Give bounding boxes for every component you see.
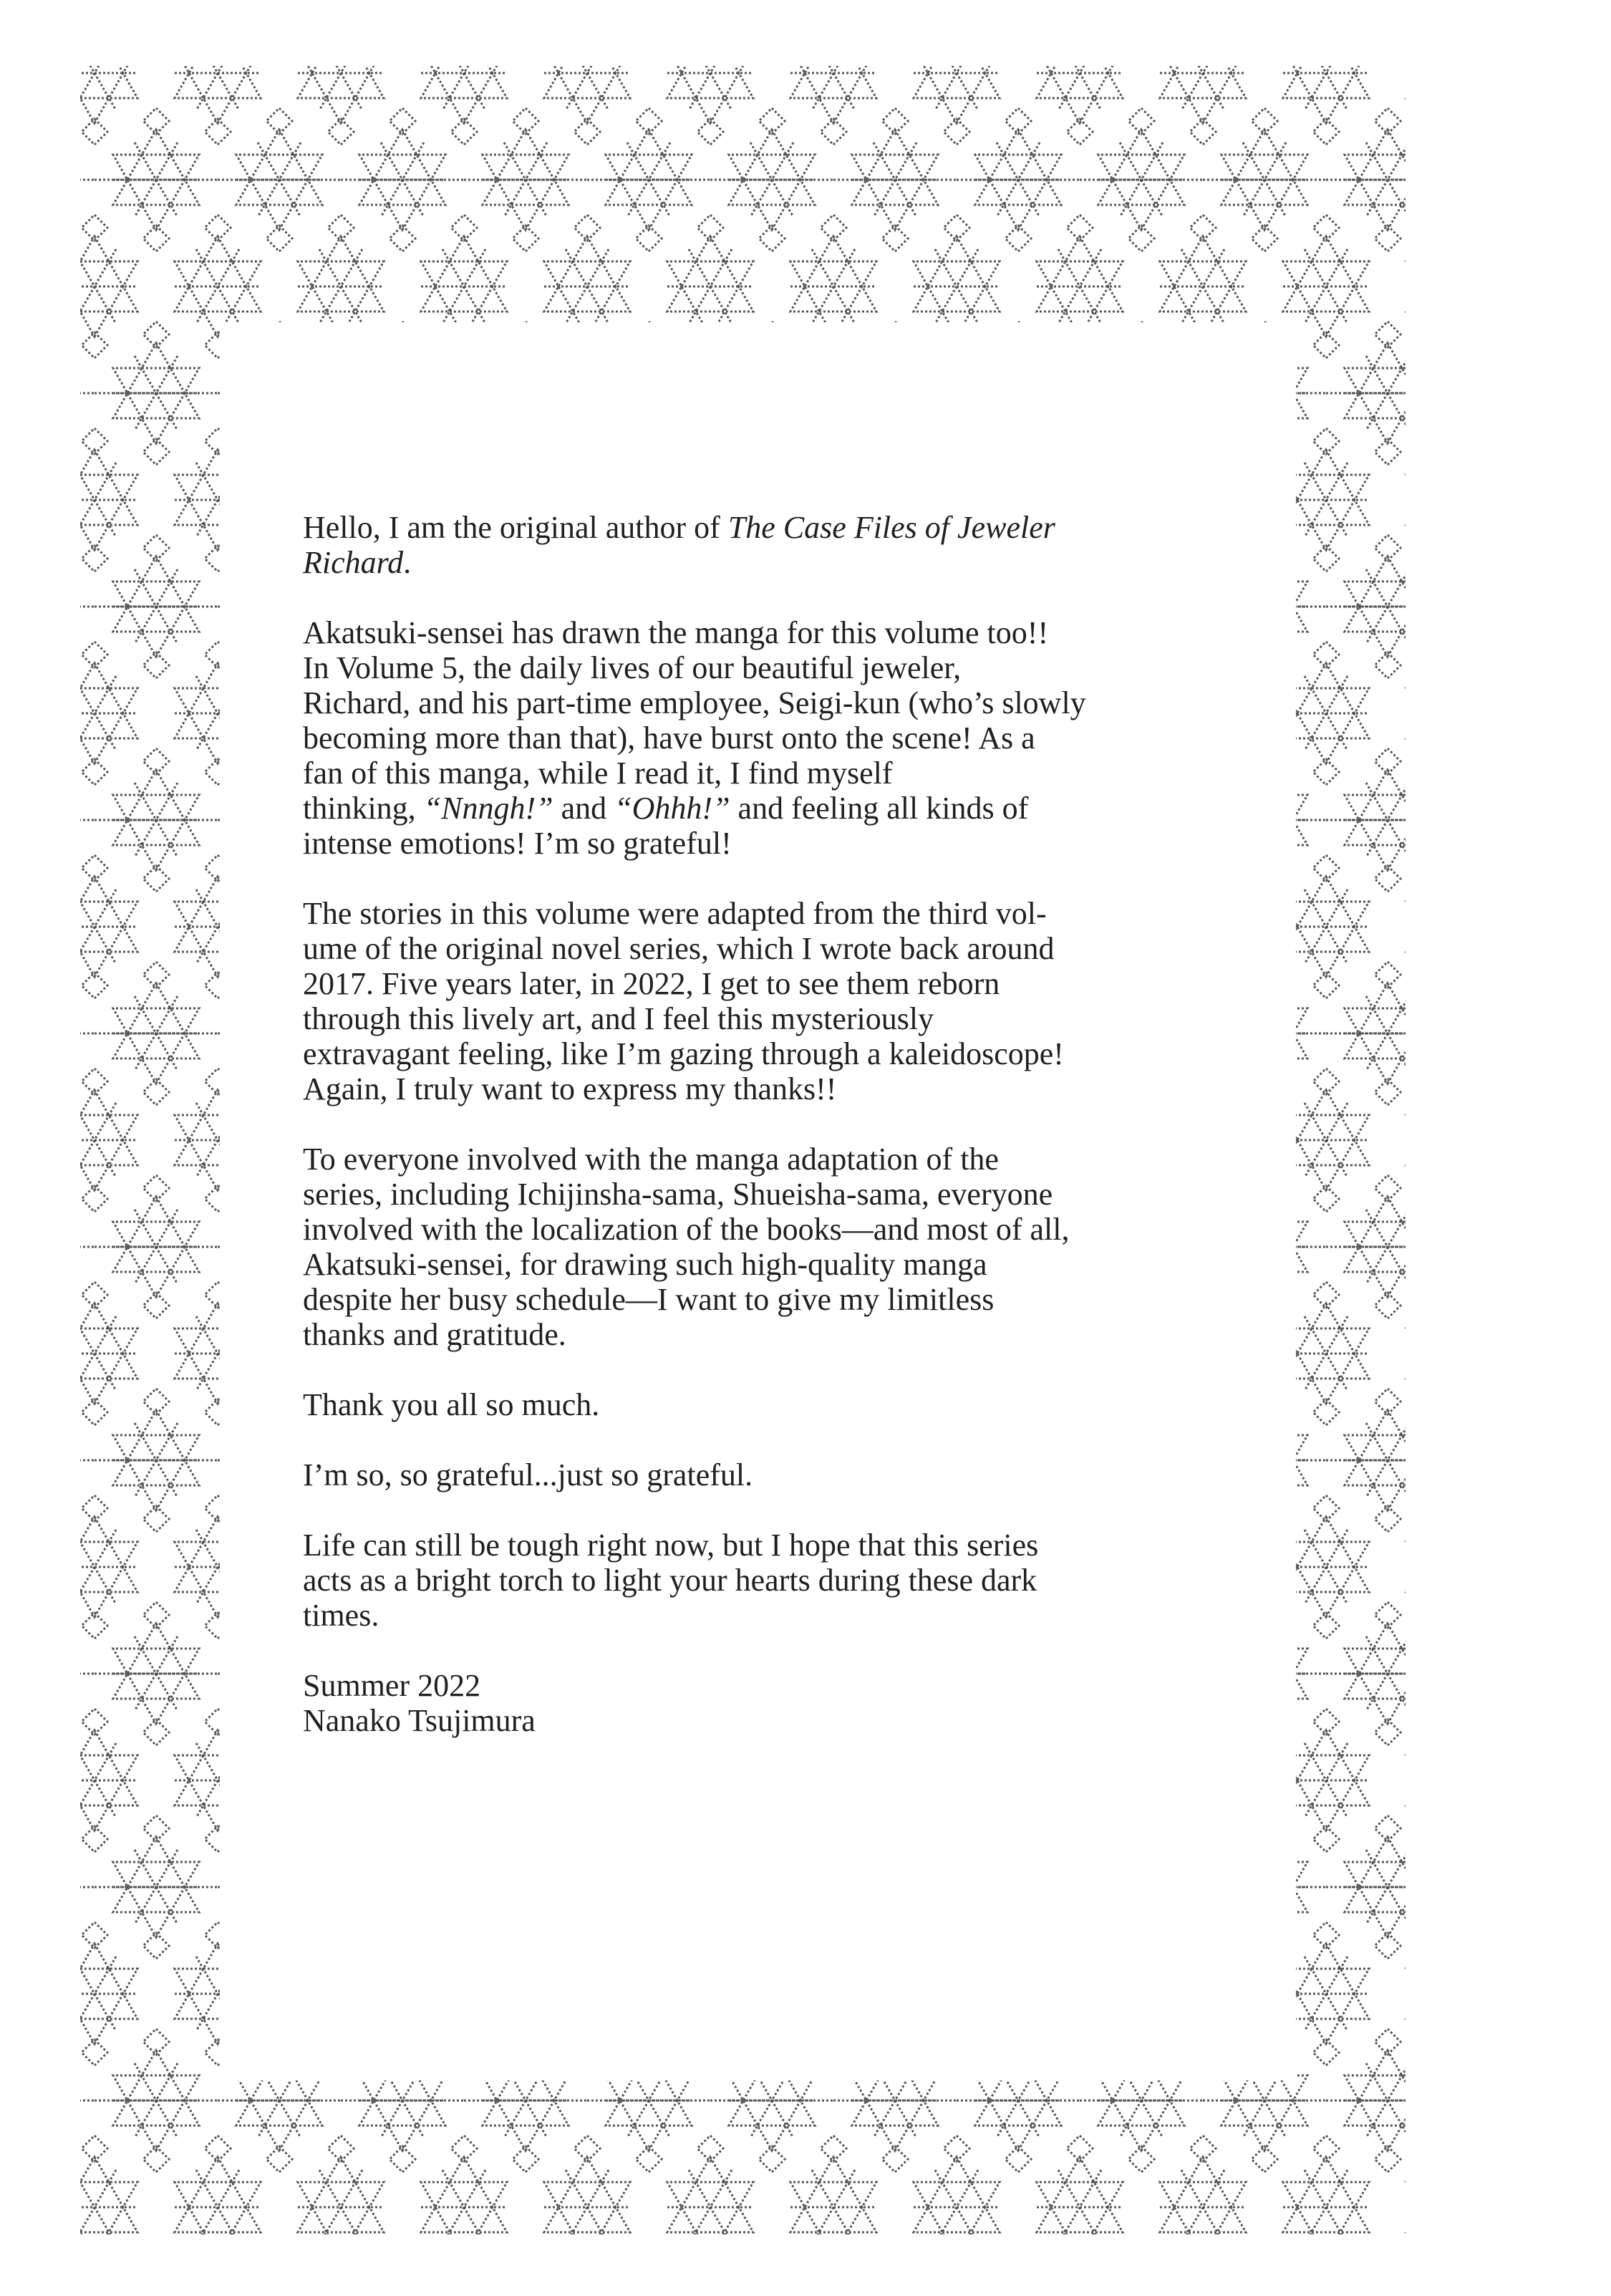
text-segment: The stories in this volume were adapted from the third vol- (303, 896, 1047, 931)
text-segment: 2017. Five years later, in 2022, I get to see them reborn (303, 966, 1000, 1001)
text-segment: Thank you all so much. (303, 1387, 600, 1422)
text-segment: Akatsuki-sensei, for drawing such high-quality manga (303, 1247, 987, 1282)
letter-paragraph (303, 1457, 1291, 1492)
letter-paragraph (303, 896, 1291, 1106)
text-segment: extravagant feeling, like I’m gazing through a kaleidoscope! (303, 1036, 1064, 1071)
text-segment: acts as a bright torch to light your hearts during these dark (303, 1563, 1037, 1598)
text-segment: times. (303, 1598, 379, 1633)
text-segment: Nanako Tsujimura (303, 1703, 536, 1738)
text-line (303, 1036, 1291, 1071)
text-line (303, 1598, 1291, 1633)
text-line (303, 1001, 1291, 1036)
text-line (303, 545, 1291, 580)
italic-text: “Ohhh!” (614, 791, 730, 826)
text-segment: fan of this manga, while I read it, I find myself (303, 756, 893, 791)
italic-text: The Case Files of Jeweler (727, 510, 1055, 545)
text-line (303, 896, 1291, 931)
afterword-letter (303, 510, 1291, 1773)
text-segment: intense emotions! I’m so grateful! (303, 826, 732, 861)
text-line (303, 931, 1291, 966)
letter-paragraph (303, 1668, 1291, 1738)
text-line (303, 826, 1291, 861)
text-segment: Richard, and his part-time employee, Seigi-kun (who’s slowly (303, 685, 1086, 720)
text-segment: Hello, I am the original author of (303, 510, 728, 545)
text-segment: thinking, (303, 791, 424, 826)
text-segment: involved with the localization of the books—and most of all, (303, 1212, 1070, 1247)
text-segment: thanks and gratitude. (303, 1317, 566, 1352)
text-line (303, 791, 1291, 826)
text-line (303, 1457, 1291, 1492)
text-line (303, 1282, 1291, 1317)
text-line (303, 1387, 1291, 1422)
text-line (303, 1528, 1291, 1563)
text-segment: Akatsuki-sensei has drawn the manga for this volume too!! (303, 615, 1049, 650)
text-line (303, 1563, 1291, 1598)
text-segment: becoming more than that), have burst onto the scene! As a (303, 720, 1035, 756)
text-segment: ume of the original novel series, which I wrote back around (303, 931, 1055, 966)
italic-text: “Nnngh!” (423, 791, 553, 826)
text-line (303, 1177, 1291, 1212)
letter-paragraph (303, 1387, 1291, 1422)
text-line (303, 1212, 1291, 1247)
letter-paragraph (303, 510, 1291, 580)
text-line (303, 1247, 1291, 1282)
text-line (303, 1703, 1291, 1738)
text-segment: Summer 2022 (303, 1668, 481, 1703)
text-line (303, 1142, 1291, 1177)
text-line (303, 720, 1291, 756)
text-segment: In Volume 5, the daily lives of our beautiful jeweler, (303, 650, 962, 685)
text-segment: I’m so, so grateful...just so grateful. (303, 1457, 753, 1492)
text-segment: series, including Ichijinsha-sama, Shueisha-sama, everyone (303, 1177, 1053, 1212)
letter-paragraph (303, 1528, 1291, 1633)
italic-text: Richard (303, 545, 404, 580)
letter-paragraph (303, 1142, 1291, 1352)
text-segment: . (403, 545, 412, 580)
text-segment: To everyone involved with the manga adaptation of the (303, 1142, 999, 1177)
text-line (303, 650, 1291, 685)
text-segment: through this lively art, and I feel this mysteriously (303, 1001, 934, 1036)
text-segment: and feeling all kinds of (730, 791, 1029, 826)
text-line (303, 685, 1291, 720)
text-segment: Life can still be tough right now, but I hope that this series (303, 1528, 1039, 1563)
text-line (303, 510, 1291, 545)
text-segment: Again, I truly want to express my thanks!! (303, 1071, 837, 1106)
text-line (303, 966, 1291, 1001)
text-line (303, 1317, 1291, 1352)
text-segment: and (553, 791, 615, 826)
letter-paragraph (303, 615, 1291, 861)
text-line (303, 615, 1291, 650)
text-line (303, 1071, 1291, 1106)
text-line (303, 1668, 1291, 1703)
text-segment: despite her busy schedule—I want to give my limitless (303, 1282, 995, 1317)
text-line (303, 756, 1291, 791)
